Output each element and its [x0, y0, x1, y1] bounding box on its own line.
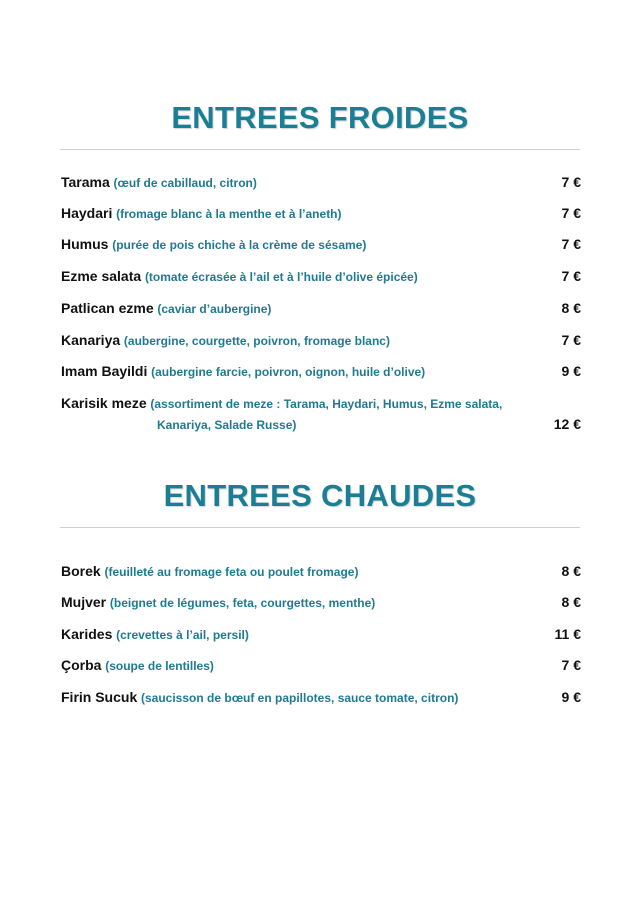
menu-item-text: [61, 393, 541, 436]
dish-description: (feuilleté au fromage feta ou poulet fromage): [104, 565, 359, 579]
dish-price: 7 €: [561, 268, 581, 284]
dish-description: (beignet de légumes, feta, courgettes, menthe): [109, 596, 376, 610]
dish-name: Imam Bayildi: [61, 363, 148, 379]
dish-price: 8 €: [561, 563, 581, 579]
dish-price: 11 €: [554, 626, 581, 642]
dish-price: 7 €: [561, 236, 581, 252]
menu-item-text: [61, 330, 390, 352]
menu-item-text: [61, 266, 418, 288]
dish-name: Humus: [61, 236, 109, 252]
menu-item: [61, 203, 581, 225]
dish-name: Patlican ezme: [61, 300, 154, 316]
menu-item-text: [61, 687, 458, 709]
dish-description: (saucisson de bœuf en papillotes, sauce tomate, citron): [141, 691, 459, 705]
dish-price: 9 €: [561, 689, 581, 705]
dish-name: Ezme salata: [61, 268, 142, 284]
menu-item: [61, 624, 581, 646]
divider: [60, 527, 580, 528]
menu-item: [61, 592, 581, 614]
menu-item: [61, 393, 581, 436]
dish-name: Borek: [61, 563, 101, 579]
dish-description-cont: Kanariya, Salade Russe): [157, 418, 297, 432]
dish-price: 7 €: [561, 205, 581, 221]
menu-item: [61, 655, 581, 677]
menu-item: [61, 172, 581, 194]
dish-price: 12 €: [553, 416, 581, 432]
menu-item-text: [61, 203, 342, 225]
dish-description: (soupe de lentilles): [105, 659, 214, 673]
dish-description: (aubergine, courgette, poivron, fromage blanc): [123, 334, 390, 348]
dish-description: (tomate écrasée à l’ail et à l’huile d’olive épicée): [144, 270, 418, 284]
dish-name: Tarama: [61, 174, 110, 190]
menu-item: [61, 561, 581, 583]
menu-item-text: [61, 234, 366, 256]
menu-item-text: [61, 172, 257, 194]
divider: [60, 149, 580, 150]
menu-item: [61, 687, 581, 709]
menu-item: [61, 330, 581, 352]
dish-price: 9 €: [561, 363, 581, 379]
dish-description: (caviar d’aubergine): [157, 302, 272, 316]
menu-item: [61, 298, 581, 320]
menu-item: [61, 266, 581, 288]
dish-name: Karides: [61, 626, 113, 642]
dish-description: (assortiment de meze : Tarama, Haydari, Humus, Ezme salata,: [150, 397, 503, 411]
dish-description: (œuf de cabillaud, citron): [113, 176, 257, 190]
menu-item-text: [61, 592, 375, 614]
menu-item-text: [61, 298, 271, 320]
dish-price: 7 €: [561, 332, 581, 348]
dish-name: Mujver: [61, 594, 107, 610]
dish-description: (fromage blanc à la menthe et à l’aneth): [116, 207, 342, 221]
dish-price: 8 €: [561, 594, 581, 610]
dish-price: 7 €: [561, 657, 581, 673]
dish-price: 8 €: [561, 300, 581, 316]
dish-description: (purée de pois chiche à la crème de sésame): [112, 238, 367, 252]
section-title-entrees-froides: ENTREES FROIDES: [171, 100, 469, 135]
dish-description: (aubergine farcie, poivron, oignon, huile d’olive): [151, 365, 426, 379]
section-title-entrees-chaudes: ENTREES CHAUDES: [163, 478, 477, 513]
dish-name: Firin Sucuk: [61, 689, 138, 705]
menu-item-text: [61, 624, 249, 646]
dish-price: 7 €: [561, 174, 581, 190]
menu-item: [61, 361, 581, 383]
dish-name: Kanariya: [61, 332, 121, 348]
menu-item-text: [61, 361, 425, 383]
dish-description: (crevettes à l’ail, persil): [116, 628, 249, 642]
menu-item-text: [61, 561, 358, 583]
dish-name: Çorba: [61, 657, 102, 673]
dish-name: Karisik meze: [61, 395, 147, 411]
dish-name: Haydari: [61, 205, 113, 221]
menu-item: [61, 234, 581, 256]
menu-item-text: [61, 655, 214, 677]
